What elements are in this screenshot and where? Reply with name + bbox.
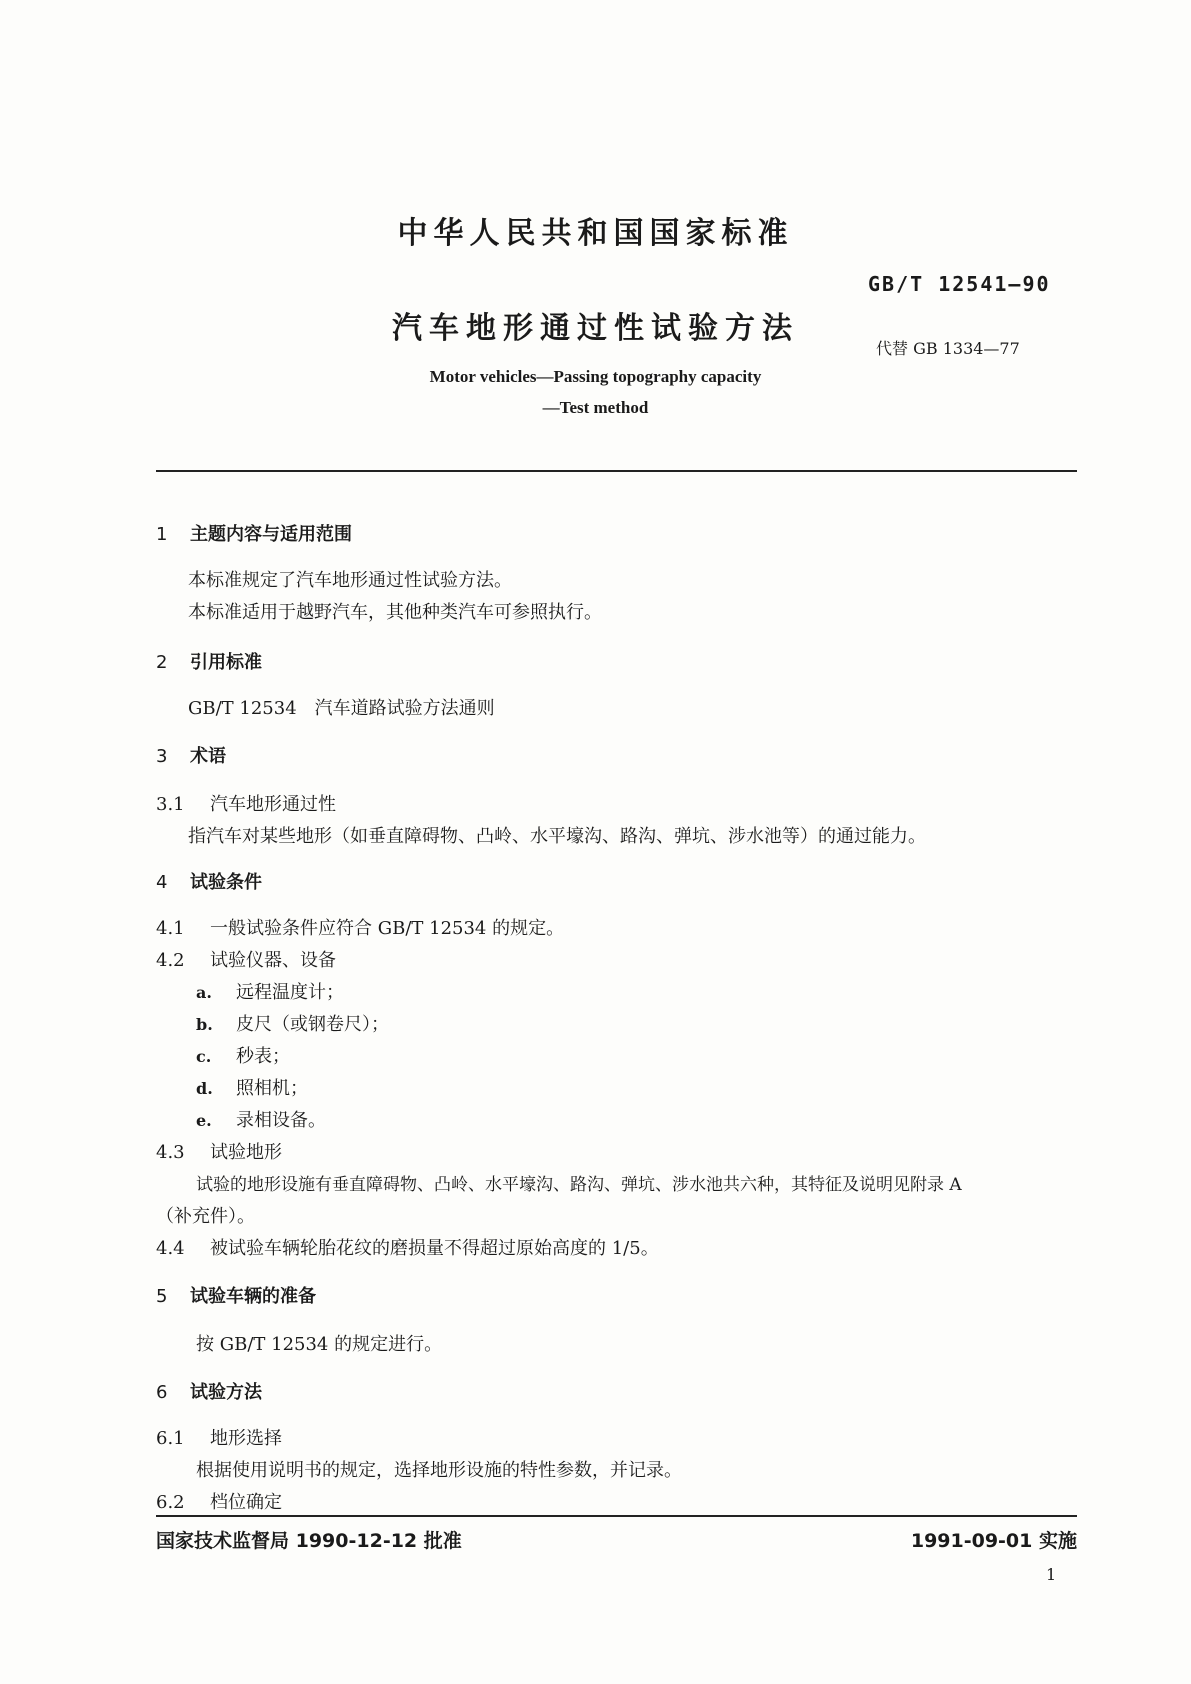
list-item-text: 皮尺（或钢卷尺）； bbox=[236, 1014, 389, 1035]
list-item-marker: d. bbox=[196, 1079, 213, 1098]
list-item-marker: e. bbox=[196, 1111, 212, 1130]
section-1-heading bbox=[156, 520, 352, 546]
section-5-paragraph: 按 GB/T 12534 的规定进行。 bbox=[196, 1334, 443, 1355]
page-number: 1 bbox=[1046, 1565, 1057, 1584]
replaces-standard: 代替 GB 1334—77 bbox=[876, 339, 1020, 358]
clause-6-1-paragraph: 根据使用说明书的规定，选择地形设施的特性参数，并记录。 bbox=[196, 1460, 682, 1481]
clause-4-3-paragraph: 试验的地形设施有垂直障碍物、凸岭、水平壕沟、路沟、弹坑、涉水池共六种，其特征及说明见附录 A bbox=[196, 1175, 962, 1195]
section-1-number: 1 bbox=[156, 524, 168, 545]
document-title-en-line2: —Test method bbox=[542, 398, 649, 417]
clause-4-1-number: 4.1 bbox=[156, 918, 185, 939]
clause-3-1-definition: 指汽车对某些地形（如垂直障碍物、凸岭、水平壕沟、路沟、弹坑、涉水池等）的通过能力。 bbox=[188, 826, 926, 847]
section-1-paragraph-2: 本标准适用于越野汽车，其他种类汽车可参照执行。 bbox=[188, 602, 602, 623]
clause-4-4-text: 被试验车辆轮胎花纹的磨损量不得超过原始高度的 1/5。 bbox=[210, 1238, 659, 1259]
list-item bbox=[196, 1042, 290, 1068]
section-3-heading bbox=[156, 742, 226, 768]
clause-3-1-number: 3.1 bbox=[156, 794, 185, 815]
list-item bbox=[196, 1106, 326, 1132]
clause-3-1-title: 汽车地形通过性 bbox=[210, 794, 336, 815]
clause-6-1-text: 地形选择 bbox=[210, 1428, 282, 1449]
clause-4-4 bbox=[156, 1234, 659, 1260]
section-3-title: 术语 bbox=[190, 746, 226, 767]
clause-6-1 bbox=[156, 1424, 282, 1450]
list-item bbox=[196, 978, 344, 1004]
list-item-text: 秒表； bbox=[236, 1046, 290, 1067]
clause-6-2-number: 6.2 bbox=[156, 1492, 185, 1513]
list-item bbox=[196, 1010, 389, 1036]
header-rule bbox=[156, 470, 1077, 472]
clause-4-2-text: 试验仪器、设备 bbox=[210, 950, 336, 971]
section-4-heading bbox=[156, 868, 262, 894]
list-item-text: 录相设备。 bbox=[236, 1110, 326, 1131]
section-3-number: 3 bbox=[156, 746, 168, 767]
section-2-title: 引用标准 bbox=[190, 652, 262, 673]
section-4-title: 试验条件 bbox=[190, 872, 262, 893]
clause-6-2 bbox=[156, 1488, 282, 1514]
clause-4-2 bbox=[156, 946, 336, 972]
section-4-number: 4 bbox=[156, 872, 168, 893]
clause-4-3-number: 4.3 bbox=[156, 1142, 185, 1163]
footer-rule bbox=[156, 1515, 1077, 1517]
section-1-title: 主题内容与适用范围 bbox=[190, 524, 352, 545]
implementation-date: 1991-09-01 实施 bbox=[910, 1530, 1077, 1552]
document-title-en-line1: Motor vehicles—Passing topography capacity bbox=[429, 367, 762, 386]
list-item-marker: b. bbox=[196, 1015, 213, 1034]
clause-4-2-number: 4.2 bbox=[156, 950, 185, 971]
clause-4-1 bbox=[156, 914, 564, 940]
section-5-heading bbox=[156, 1282, 316, 1308]
section-1-paragraph-1: 本标准规定了汽车地形通过性试验方法。 bbox=[188, 570, 512, 591]
section-5-title: 试验车辆的准备 bbox=[190, 1286, 316, 1307]
section-6-number: 6 bbox=[156, 1382, 168, 1403]
standard-code: GB/T 12541—90 bbox=[868, 272, 1051, 296]
section-6-title: 试验方法 bbox=[190, 1382, 262, 1403]
list-item-marker: c. bbox=[196, 1047, 212, 1066]
clause-4-3-text: 试验地形 bbox=[210, 1142, 282, 1163]
list-item bbox=[196, 1074, 308, 1100]
section-2-number: 2 bbox=[156, 652, 168, 673]
list-item-text: 远程温度计； bbox=[236, 982, 344, 1003]
clause-4-3 bbox=[156, 1138, 282, 1164]
section-2-heading bbox=[156, 648, 262, 674]
clause-4-4-number: 4.4 bbox=[156, 1238, 185, 1259]
list-item-text: 照相机； bbox=[236, 1078, 308, 1099]
section-5-number: 5 bbox=[156, 1286, 168, 1307]
document-title-cn: 汽车地形通过性试验方法 bbox=[392, 311, 799, 346]
clause-4-1-text: 一般试验条件应符合 GB/T 12534 的规定。 bbox=[210, 918, 565, 939]
clause-6-2-text: 档位确定 bbox=[210, 1492, 282, 1513]
clause-4-3-paragraph-cont: （补充件）。 bbox=[156, 1206, 255, 1227]
approval-line: 国家技术监督局 1990-12-12 批准 bbox=[156, 1530, 462, 1552]
national-standard-heading: 中华人民共和国国家标准 bbox=[397, 216, 794, 251]
clause-3-1 bbox=[156, 790, 336, 816]
list-item-marker: a. bbox=[196, 983, 212, 1002]
section-6-heading bbox=[156, 1378, 262, 1404]
section-2-reference: GB/T 12534 汽车道路试验方法通则 bbox=[188, 698, 495, 719]
clause-6-1-number: 6.1 bbox=[156, 1428, 185, 1449]
